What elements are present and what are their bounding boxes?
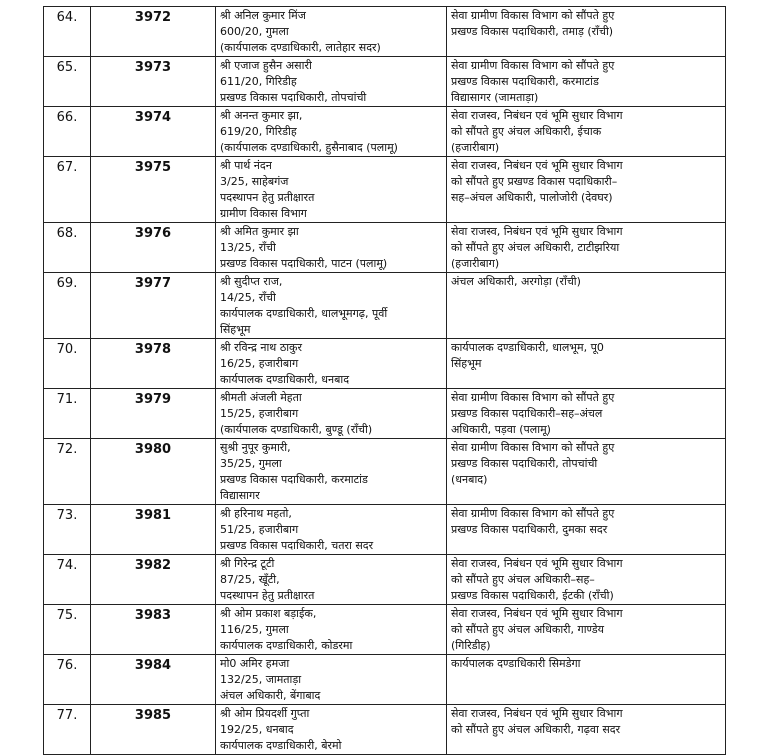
officer-details-line: श्री रविन्द्र नाथ ठाकुर [220,341,303,354]
table-row [44,339,726,389]
new-posting-line: सेवा राजस्व, निबंधन एवं भूमि सुधार विभाग [451,159,623,172]
serial-number-cell: 68. [44,223,91,273]
officer-details-line: मो0 अमिर हमजा [220,657,290,670]
table-row [44,7,726,57]
new-posting-line: (धनबाद) [451,473,488,486]
officer-code-cell: 3973 [91,57,216,107]
new-posting-line: (गिरिडीह) [451,639,491,652]
officer-details-line: सुश्री नुपूर कुमारी, [220,441,291,454]
new-posting-cell [447,655,726,705]
serial-number-cell: 74. [44,555,91,605]
new-posting-line: सेवा राजस्व, निबंधन एवं भूमि सुधार विभाग [451,109,623,122]
new-posting-line: प्रखण्ड विकास पदाधिकारी, तोपचांची [451,457,598,470]
table-row [44,605,726,655]
officer-code-cell: 3976 [91,223,216,273]
new-posting-line: प्रखण्ड विकास पदाधिकारी, करमाटांड [451,75,599,88]
table-row [44,107,726,157]
officer-details-line: प्रखण्ड विकास पदाधिकारी, करमाटांड [220,473,368,486]
new-posting-line: सेवा राजस्व, निबंधन एवं भूमि सुधार विभाग [451,607,623,620]
officer-details-line: 192/25, धनबाद [220,723,294,736]
serial-number-cell: 71. [44,389,91,439]
officer-details-line: 35/25, गुमला [220,457,282,470]
officer-details-line: 14/25, राँची [220,291,276,304]
new-posting-line: सेवा राजस्व, निबंधन एवं भूमि सुधार विभाग [451,225,623,238]
new-posting-cell [447,505,726,555]
officer-details-cell [216,605,447,655]
officer-code-cell: 3977 [91,273,216,339]
officer-details-line: प्रखण्ड विकास पदाधिकारी, पाटन (पलामू) [220,257,388,270]
serial-number-cell: 73. [44,505,91,555]
new-posting-cell [447,7,726,57]
new-posting-line: को सौंपते हुए अंचल अधिकारी, टाटीझरिया [451,241,620,254]
table-row [44,555,726,605]
serial-number-cell: 75. [44,605,91,655]
new-posting-line: प्रखण्ड विकास पदाधिकारी–सह–अंचल [451,407,603,420]
table-row [44,389,726,439]
new-posting-line: प्रखण्ड विकास पदाधिकारी, तमाड़ (राँची) [451,25,614,38]
table-row [44,655,726,705]
new-posting-line: सेवा ग्रामीण विकास विभाग को सौंपते हुए [451,9,615,22]
officer-details-line: श्री अनन्त कुमार झा, [220,109,303,122]
officer-details-line: 3/25, साहेबगंज [220,175,289,188]
officer-details-line: (कार्यपालक दण्डाधिकारी, लातेहार सदर) [220,41,381,54]
officer-code-cell: 3979 [91,389,216,439]
officer-code-cell: 3983 [91,605,216,655]
new-posting-line: सेवा राजस्व, निबंधन एवं भूमि सुधार विभाग [451,557,623,570]
officer-details-cell [216,273,447,339]
transfer-posting-table [43,6,726,755]
officer-details-line: कार्यपालक दण्डाधिकारी, धनबाद [220,373,350,386]
serial-number-cell: 67. [44,157,91,223]
officer-details-line: प्रखण्ड विकास पदाधिकारी, तोपचांची [220,91,367,104]
officer-code-cell: 3980 [91,439,216,505]
officer-details-cell [216,7,447,57]
officer-details-cell [216,389,447,439]
serial-number-cell: 70. [44,339,91,389]
officer-details-line: 15/25, हजारीबाग [220,407,299,420]
table-row [44,157,726,223]
officer-details-line: (कार्यपालक दण्डाधिकारी, हुसैनाबाद (पलामू) [220,141,398,154]
officer-details-line: 16/25, हजारीबाग [220,357,299,370]
new-posting-line: को सौंपते हुए अंचल अधिकारी–सह– [451,573,595,586]
table-row [44,273,726,339]
serial-number-cell: 66. [44,107,91,157]
table-row [44,57,726,107]
officer-details-cell [216,157,447,223]
new-posting-line: सेवा ग्रामीण विकास विभाग को सौंपते हुए [451,441,615,454]
officer-code-cell: 3974 [91,107,216,157]
officer-details-cell [216,57,447,107]
officer-details-line: श्री पार्थ नंदन [220,159,272,172]
serial-number-cell: 65. [44,57,91,107]
officer-details-line: श्री अमित कुमार झा [220,225,299,238]
officer-details-cell [216,107,447,157]
new-posting-line: सेवा राजस्व, निबंधन एवं भूमि सुधार विभाग [451,707,623,720]
officer-details-line: 611/20, गिरिडीह [220,75,297,88]
new-posting-line: प्रखण्ड विकास पदाधिकारी, दुमका सदर [451,523,608,536]
officer-details-line: श्री अनिल कुमार मिंज [220,9,306,22]
new-posting-cell [447,157,726,223]
table-row [44,705,726,755]
officer-code-cell: 3975 [91,157,216,223]
officer-details-line: विद्यासागर [220,489,260,502]
officer-details-line: कार्यपालक दण्डाधिकारी, धालभूमगढ़, पूर्वी [220,307,388,320]
officer-details-cell [216,505,447,555]
officer-details-line: 51/25, हजारीबाग [220,523,299,536]
officer-details-line: श्री ओम प्रकाश बड़ाईक, [220,607,317,620]
officer-details-cell [216,339,447,389]
officer-details-line: श्री सुदीप्त राज, [220,275,283,288]
serial-number-cell: 76. [44,655,91,705]
new-posting-cell [447,605,726,655]
serial-number-cell: 64. [44,7,91,57]
officer-details-line: 600/20, गुमला [220,25,289,38]
officer-details-line: प्रखण्ड विकास पदाधिकारी, चतरा सदर [220,539,374,552]
new-posting-line: विद्यासागर (जामताड़ा) [451,91,539,104]
new-posting-line: प्रखण्ड विकास पदाधिकारी, ईटकी (राँची) [451,589,614,602]
new-posting-cell [447,57,726,107]
officer-details-line: कार्यपालक दण्डाधिकारी, कोडरमा [220,639,353,652]
new-posting-line: सह–अंचल अधिकारी, पालोजोरी (देवघर) [451,191,613,204]
officer-details-line: श्री एजाज हुसैन असारी [220,59,312,72]
new-posting-line: सिंहभूम [451,357,482,370]
officer-details-line: अंचल अधिकारी, बेंगाबाद [220,689,321,702]
new-posting-cell [447,705,726,755]
new-posting-line: कार्यपालक दण्डाधिकारी सिमडेगा [451,657,581,670]
serial-number-cell: 77. [44,705,91,755]
officer-details-cell [216,705,447,755]
new-posting-line: को सौंपते हुए अंचल अधिकारी, गाण्डेय [451,623,605,636]
officer-details-line: श्री हरिनाथ महतो, [220,507,292,520]
officer-details-line: पदस्थापन हेतु प्रतीक्षारत [220,191,315,204]
new-posting-cell [447,555,726,605]
new-posting-line: (हजारीबाग) [451,141,500,154]
new-posting-line: को सौंपते हुए अंचल अधिकारी, ईचाक [451,125,602,138]
officer-details-cell [216,439,447,505]
new-posting-line: को सौंपते हुए अंचल अधिकारी, गढ़वा सदर [451,723,621,736]
officer-details-line: सिंहभूम [220,323,251,336]
officer-details-line: कार्यपालक दण्डाधिकारी, बेरमो [220,739,342,752]
new-posting-line: कार्यपालक दण्डाधिकारी, धालभूम, पू0 [451,341,604,354]
officer-code-cell: 3981 [91,505,216,555]
new-posting-cell [447,223,726,273]
officer-details-line: 87/25, खूँटी, [220,573,280,586]
new-posting-cell [447,339,726,389]
officer-code-cell: 3985 [91,705,216,755]
new-posting-cell [447,389,726,439]
serial-number-cell: 69. [44,273,91,339]
new-posting-line: सेवा ग्रामीण विकास विभाग को सौंपते हुए [451,391,615,404]
new-posting-line: (हजारीबाग) [451,257,500,270]
officer-details-line: श्री गिरेन्द्र टूटी [220,557,275,570]
officer-details-cell [216,555,447,605]
officer-code-cell: 3978 [91,339,216,389]
table-row [44,505,726,555]
officer-details-line: (कार्यपालक दण्डाधिकारी, बुण्डू (राँची) [220,423,373,436]
officer-details-line: पदस्थापन हेतु प्रतीक्षारत [220,589,315,602]
officer-code-cell: 3982 [91,555,216,605]
officer-details-line: श्री ओम प्रियदर्शी गुप्ता [220,707,310,720]
officer-details-line: 619/20, गिरिडीह [220,125,297,138]
officer-details-cell [216,223,447,273]
new-posting-cell [447,439,726,505]
table-row [44,223,726,273]
new-posting-line: अंचल अधिकारी, अरगोड़ा (राँची) [451,275,581,288]
officer-details-line: ग्रामीण विकास विभाग [220,207,307,220]
new-posting-cell [447,273,726,339]
serial-number-cell: 72. [44,439,91,505]
officer-details-line: 132/25, जामताड़ा [220,673,302,686]
officer-details-line: श्रीमती अंजली मेहता [220,391,302,404]
table-row [44,439,726,505]
officer-code-cell: 3972 [91,7,216,57]
officer-details-line: 13/25, राँची [220,241,276,254]
new-posting-line: अधिकारी, पड़वा (पलामू) [451,423,551,436]
new-posting-cell [447,107,726,157]
new-posting-line: सेवा ग्रामीण विकास विभाग को सौंपते हुए [451,59,615,72]
officer-details-line: 116/25, गुमला [220,623,289,636]
new-posting-line: सेवा ग्रामीण विकास विभाग को सौंपते हुए [451,507,615,520]
officer-details-cell [216,655,447,705]
table-body [44,7,726,755]
new-posting-line: को सौंपते हुए प्रखण्ड विकास पदाधिकारी– [451,175,618,188]
officer-code-cell: 3984 [91,655,216,705]
